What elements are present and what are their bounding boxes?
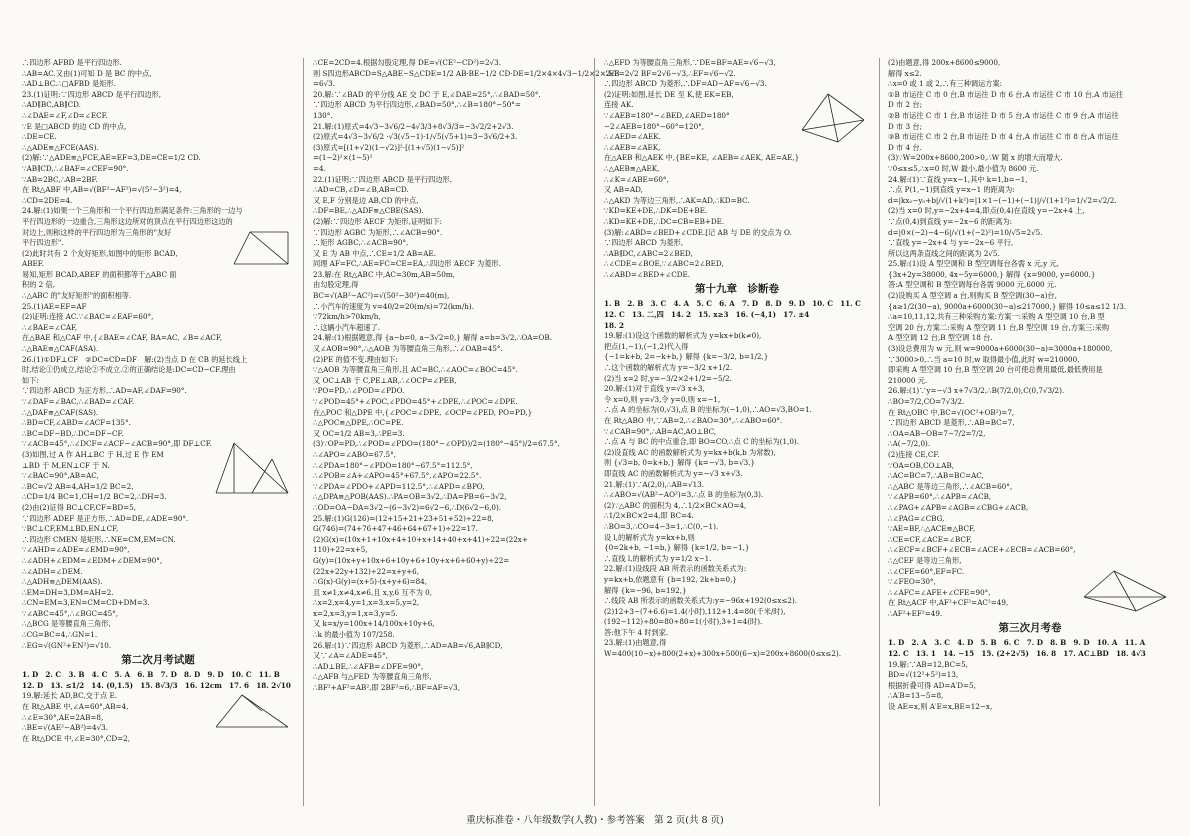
text-line: ∴四边形 CMEN 是矩形,∴NE=CM,EM=CN. <box>22 534 176 544</box>
text-line: ∴AD∥BC,AB∥CD. <box>22 100 81 110</box>
text-line: ∴小汽车的速度为 v=40/2=20(m/s)=72(km/h). <box>313 301 474 311</box>
text-line: ∵∠BAC=90°,AB=AC, <box>22 471 99 481</box>
text-line: (3)如图,过 A 作 AH⊥BC 于 H,过 E 作 EM <box>22 449 164 459</box>
text-line: ∵∠ABC=45°,∴∠BGC=45°, <box>22 608 119 618</box>
text-line: ∴G(x)·G(y)=(x+5)·(x+y+6)=84, <box>313 577 428 587</box>
answer-sheet-page <box>22 58 1172 806</box>
text-line: 即直线 AC 的函数解析式为 y=−√3 x+√3. <box>604 468 743 478</box>
text-line: (2)连接 CE,CF. <box>888 449 940 459</box>
text-line: ∵∠ACB=45°,∴∠DCF=∠ACF−∠ACB=90°,即 DF⊥CF. <box>22 439 212 449</box>
text-line: ∴AF²+EF²=49. <box>888 608 943 618</box>
text-line: ∵∠DAF=∠BAC,∴∠BAD=∠CAF. <box>22 397 135 406</box>
text-line: ∴OD=OA−DA=3√2−(6−3√2)=6√2−6,∴D(6√2−6,0). <box>313 502 502 512</box>
text-line: d=|0×(−2)−4−6|/√(1+(−2)²)=10/√5=2√5. <box>888 227 1043 237</box>
text-line: ∴CG=BC=4,∴GN=1. <box>22 630 98 640</box>
text-line: (2)当 x=0 时,y=−2x+4=4,即点(0,4)在直线 y=−2x+4 上, <box>888 206 1085 216</box>
text-line: 设 AE=x,则 A′E=x,BE=12−x, <box>888 702 993 712</box>
column-3-answer-key <box>604 299 870 331</box>
text-line: ABEF. <box>22 259 44 269</box>
text-line: ∴△ADE≌△FCE(AAS). <box>22 142 99 152</box>
text-line: ∵点(0,4)到直线 y=−2x−6 的距离为: <box>888 216 1013 226</box>
text-line: 解得 x≤2. <box>888 68 922 78</box>
figure-segment <box>242 695 262 711</box>
text-line: ∴BO=7/2,CO=7√3/2. <box>888 397 965 406</box>
text-line: ∴∠ABO=√(AB²−AO²)=3,∴点 B 的坐标为(0,3). <box>604 490 764 500</box>
text-line: ∵E 是□ABCD 的边 CD 的中点, <box>22 121 127 131</box>
text-line: ∴∠ADH=∠DEM. <box>22 566 83 576</box>
text-line: 210000 元. <box>888 375 928 385</box>
text-line: 解得 {k=−96, b=192,} <box>604 585 687 595</box>
text-line: ∵∠FEO=30°, <box>888 577 936 587</box>
text-line: 则 {√3=b, 0=k+b,} 解得 {k=−√3, b=√3,} <box>604 458 756 468</box>
text-line: ∴∠PDA=180°−∠PDO=180°−67.5°=112.5°, <box>313 460 473 470</box>
text-line: ∵PO=PD,∴∠POD=∠PDO. <box>313 386 405 396</box>
text-line: d=|kx₀−y₀+b|/√(1+k²)=|1×1−(−1)+(−1)|/√(1+1²)=1/√2=√2/2. <box>888 195 1117 205</box>
text-line: ∴点 A 与 BC 的中点重合,即 BO=CO,∴点 C 的坐标为(1,0). <box>604 437 799 447</box>
text-line: ③B 市运往 C 市 2 台,B 市运往 D 市 4 台,A 市运往 C 市 8 台,A 市运往 <box>888 132 1119 142</box>
text-line: 26.解:(1)∵y=−√3 x+7√3/2,∴B(7/2,0),C(0,7√3/2). <box>888 386 1065 396</box>
text-line: (3)原式=[(1+√2)(1−√2)]²·[(1+√5)(1−√5)]² <box>313 142 465 152</box>
figure-segment <box>828 94 838 142</box>
text-line: ∵四边形 ABCD 为正方形,∴AD=AF,∠DAF=90°. <box>22 386 187 396</box>
text-line: 对边上,则称这样的平行四边形为三角形的"友好 <box>22 227 172 237</box>
figure-segment <box>1114 571 1136 611</box>
text-line: =4. <box>313 163 326 173</box>
text-line: 在△BAE 和△CAF 中,{∠BAE=∠CAF, BA=AC, ∠B=∠ACF, <box>22 333 223 343</box>
figure-segment <box>252 459 272 493</box>
text-line: ∵72km/h>70km/h, <box>313 312 381 322</box>
text-line: 则 S四边形ABCD=S△ABE−S△CDE=1/2 AB·BE−1/2 CD·DE=1/2×4×4√3−1/2×2×2√3 <box>313 68 620 78</box>
text-line: (2)PE 的值不变.理由如下: <box>313 354 398 364</box>
text-line: (2)由题意,得 200x+8600≤9000, <box>888 58 1001 67</box>
text-line: ∴EM=DH=3,DM=AH=2. <box>22 587 114 597</box>
text-line: 平行四边形". <box>22 238 64 248</box>
answer-row: 12. C 13. 二,四 14. 2 15. x≥3 16. (−4,1) 17. ±4 <box>604 310 810 320</box>
answer-row: 12. C 13. 1 14. −15 15. (2+2√5) 16. 8 17. AC⊥BD 18. 4√3 <box>888 649 1146 659</box>
rhombus-coordinate-figure <box>1080 567 1170 615</box>
text-line: ∴这辆小汽车超速了. <box>313 322 380 332</box>
section-title-second-monthly-exam: 第二次月考试题 <box>121 654 195 667</box>
text-line: ∴∠CDE=∠BOE,∵∠ABC=2∠BED, <box>604 259 724 269</box>
text-line: (2)由(2)证得 BC⊥CF,CF=BD=5, <box>22 502 136 512</box>
text-line: ∴直线 l,的解析式为 y=1/2 x−1. <box>604 553 712 563</box>
square-triangle-figure <box>212 439 292 497</box>
text-line: =6√3. <box>313 79 336 89</box>
text-line: ∴DF=BE,∴△ADF≌△CBE(SAS). <box>313 206 424 216</box>
text-line: ∴四边形 ABCD 为菱形,∴DF=AD−AF=√6−√3. <box>604 79 767 89</box>
text-line: ∵直线 y=−2x+4 与 y=−2x−6 平行, <box>888 238 1014 248</box>
section-title-chapter-19-diagnostic: 第十九章 诊断卷 <box>695 283 779 296</box>
figure-segment <box>272 459 288 493</box>
text-line: 23.解:在 Rt△ABC 中,AC=30m,AB=50m, <box>313 269 455 279</box>
text-line: 21.解:(1)原式=4√3−3√6/2−4√3/3+8√3/3=−3√2/2+2√3. <box>313 121 514 131</box>
text-line: 同理 AF=FC,∴AE=FC=CE=EA,∴四边形 AECF 为菱形. <box>313 259 501 269</box>
text-line: 又∠AOB=90°,∴△AOB 为等腰直角三角形,∴∠OAB=45°. <box>313 344 503 354</box>
answer-row: 1. B 2. B 3. C 4. A 5. C 6. A 7. D 8. D 9. D 10. C 11. C <box>604 299 861 309</box>
text-line: (2)∵△ABC 的面积为 4,∴1/2×BC×AO=4, <box>604 500 747 510</box>
text-line: ∵AB∥CD,∴∠BAF=∠CEF=90°. <box>22 163 129 173</box>
text-line: ∴CE=2CD=4.根据勾股定理,得 DE=√(CE²−CD²)=2√3. <box>313 58 501 67</box>
text-line: 易知,矩形 BCAD,ABEF 的面积都等于△ABC 面 <box>22 269 177 279</box>
text-line: ∴线段 AB 所表示的函数关系式为:y=−96x+192(0≤x≤2). <box>604 596 798 606</box>
text-line: ∴∠AFC=∠AFE+∠CFE=90°, <box>888 587 991 597</box>
column-4-answer-key <box>888 638 1172 659</box>
text-line: 答:他下午 4 时到家. <box>604 627 669 637</box>
column-3-text-bottom <box>604 331 870 659</box>
text-line: ∴这个函数的解析式为 y=−3/2 x+1/2. <box>604 363 733 373</box>
text-line: 在 Rt△OBC 中,BC=√(OC²+OB²)=7, <box>888 407 1015 417</box>
text-line: ∵∠CAB=90°,∴AB=AC,AO⊥BC, <box>604 426 717 436</box>
text-line: ∴CD=2DE=4. <box>22 195 73 205</box>
text-line: ∴AC=BC=7,∴AB=BC=AC, <box>888 471 984 481</box>
text-line: ∴△ABC 的"友好矩形"的面积相等. <box>22 291 132 301</box>
text-line: ∴∠ABD=∠BED+∠CDE. <box>604 269 691 279</box>
text-line: ∵3000>0,∴当 a=10 时,w 取得最小值,此时 w=210000, <box>888 354 1080 364</box>
text-line: 根据折叠可得 AD=A′D=5, <box>888 680 976 690</box>
text-line: ∵四边形 ABCD 是菱形,∴AB=BC=7, <box>888 418 1015 428</box>
text-line: 21.解:(1)∵A(2,0),∴AB=√13. <box>604 479 705 489</box>
text-line: {−1=k+b, 2=−k+b,} 解得 {k=−3/2, b=1/2,} <box>604 352 769 362</box>
text-line: (22x+22y+132)÷22=x+y+6, <box>313 566 419 576</box>
text-line: ∴EF=2√2 BF=2√6−√3,∴EF=√6−√2. <box>604 68 736 78</box>
figure-segment <box>216 695 242 727</box>
text-line: ∴AB=AC.又由(1)可知 D 是 BC 的中点, <box>22 68 152 78</box>
text-line: (2)G(x)=(10x+1+10x+4+10+x+14+40+x+41)÷22=(22x+ <box>313 534 528 544</box>
figure-segment <box>1114 571 1166 597</box>
text-line: ∵四边形 ABCD 为菱形, <box>604 238 684 248</box>
text-line: G(746)=(74+76+47+46+64+67+1)÷22=17. <box>313 524 478 534</box>
column-4 <box>888 58 1172 806</box>
text-line: ∵AB=2BC,∴AB=2BF. <box>22 174 98 184</box>
figure-segment <box>802 130 838 142</box>
text-line: (2)设购买 A 型空调 a 台,则购买 B 型空调(30−a)台, <box>888 291 1057 301</box>
text-line: 24.解:(1)根据题意,得 {a−b=0, a−3√2=0,} 解得 a=b=3√2,∴OA=OB. <box>313 333 552 343</box>
text-line: ∴△BAE≌△CAF(ASA). <box>22 344 99 354</box>
text-line: (2)证明:如图,延长 DE 至 K,使 EK=EB, <box>604 89 734 99</box>
text-line: D 市 4 台. <box>888 142 922 152</box>
column-4-text-top <box>888 58 1172 619</box>
text-line: 24.解:(1)如果一个三角形和一个平行四边形满足条件:三角形的一边与 <box>22 206 243 216</box>
text-line: ∴∠E=30°,AE=2AB=8, <box>22 712 104 722</box>
text-line: ∴∠PAG+∠APB=∠AGB=∠CBG+∠ACB, <box>888 502 1029 512</box>
text-line: (2)此时共有 2 个友好矩形,如图中的矩形 BCAD, <box>22 248 178 258</box>
text-line: ∵四边形 ABCD 为平行四边形,∠BAD=50°,∴∠B=180°−50°= <box>313 100 521 110</box>
text-line: 22.(1)证明:∵四边形 ABCD 是平行四边形, <box>313 174 453 184</box>
text-line: ∴CN=EM=3,EN=CM=CD+DM=3. <box>22 598 150 608</box>
text-line: 在 Rt△ABE 中,∠A=60°,AB=4, <box>22 702 129 712</box>
column-3 <box>604 58 870 806</box>
text-line: ∴CD=1/4 BC=1,CH=1/2 BC=2,∴DH=3. <box>22 492 167 502</box>
text-line: ∵BC⊥CF,EM⊥BD,EN⊥CF, <box>22 524 119 534</box>
text-line: 25.(1)AE=EF=AF <box>22 301 87 311</box>
figure-segment <box>234 232 250 264</box>
text-line: ∴△POC≌△DPE,∴OC=PE. <box>313 418 404 428</box>
text-line: ∴∠PAG=∠CBG, <box>888 513 945 523</box>
figure-segment <box>1084 571 1114 597</box>
text-line: 26.(1)①DF⊥CF ②DC=CD=DF 解:(2)当点 D 在 CB 的延长线上 <box>22 354 248 364</box>
text-line: ∴BF²+AF²=AB²,即 2BF²=6,∴BF=AF=√3, <box>313 683 461 693</box>
text-line: 答:A 型空调和 B 型空调每台各需 9000 元,6000 元. <box>888 280 1057 290</box>
text-line: ∵KD=KE+DE,∴DK=DE+BE. <box>604 206 708 216</box>
text-line: {3x+2y=38000, 4x−5y=6000,} 解得 {x=9000, y=6000.} <box>888 269 1096 279</box>
text-line: 25.解:(1)G(126)=(12+15+21+23+51+52)÷22=8, <box>313 513 494 523</box>
text-line: 又 AB=AD, <box>604 185 643 195</box>
text-line: 在 Rt△ACF 中,AF²+CF²=AC²=49, <box>888 598 1009 608</box>
text-line: 且 x≠1,x≠4,x≠6,且 x,y,6 互不为 0, <box>313 587 433 597</box>
text-line: ∴OA=AB−OB=7−7/2=7/2, <box>888 428 986 438</box>
text-line: ∴△AFB 与△FED 为等腰直角三角形, <box>313 672 432 682</box>
text-line: ∴∠AEB=∠AEK, <box>604 142 661 152</box>
text-line: ∴点 A 的坐标为(0,√3),点 B 的坐标为(−1,0),∴AO=√3,BO=1. <box>604 405 812 415</box>
text-line: (3)设总费用为 w 元,则 w=9000a+6000(30−a)=3000a+180000, <box>888 344 1113 354</box>
text-line: ∴△BCG 是等腰直角三角形, <box>22 619 111 629</box>
text-line: ∵四边形 AGBC 为矩形,∴∠ACB=90°. <box>313 227 443 237</box>
text-line: 空调 20 台,方案二:采购 A 型空调 11 台,B 型空调 19 台,方案三:采购 <box>888 322 1110 332</box>
text-line: 24.解:(1)∵直线 y=x−1,其中 k=1,b=−1, <box>888 174 1028 184</box>
column-1-text-bottom <box>22 691 294 744</box>
text-line: ∴∠K=∠ABE=60°, <box>604 174 669 184</box>
figure-segment <box>1084 597 1136 611</box>
text-line: ∴∠AED=∠AEK. <box>604 132 661 142</box>
text-line: BC=√(AB²−AC²)=√(50²−30²)=40(m), <box>313 291 450 301</box>
text-line: 时,结论①仍成立,结论②不成立.②的正确结论是:DC=CD−CF.理由 <box>22 365 236 375</box>
text-line: ∴DE=CE. <box>22 132 57 142</box>
text-line: 在 Rt△ABO 中,∵AB=2,∴∠BAO=30°,∴∠ABO=60°. <box>604 416 783 425</box>
text-line: ∴∠CFE=60°,EF=FC. <box>888 566 965 576</box>
text-line: (192−112)÷80=80÷80=1(小时),3+1=4(时). <box>604 617 763 627</box>
text-line: ∴△AEB≌△AEK, <box>604 163 660 173</box>
rhombus-figure <box>798 90 868 146</box>
section-title-third-monthly-exam: 第三次月考卷 <box>998 622 1062 635</box>
text-line: ∵∠AEB=180°−∠BED,∠AED=180° <box>604 110 730 120</box>
column-3-text-top <box>604 58 870 280</box>
text-line: ∴△CEF 是等边三角形, <box>888 555 962 565</box>
text-line: ∴BE=√(AE²−AB²)=4√3. <box>22 723 109 733</box>
text-line: ∴AD⊥BE,∴∠AFB=∠DFE=90°, <box>313 661 424 671</box>
text-line: ∴∠APO=∠ABO=67.5°, <box>313 449 396 459</box>
text-line: 又∵∠A=∠ADE=45°, <box>313 651 388 661</box>
text-line: 20.解:(1)对于直线 y=√3 x+3, <box>604 384 705 394</box>
column-1 <box>22 58 294 806</box>
text-line: ②B 市运往 C 市 1 台,B 市运往 D 市 5 台,A 市运往 C 市 9 台,A 市运往 <box>888 110 1119 120</box>
text-line: ∵△AOB 为等腰直角三角形,且 AC=BC,∴∠AOC=∠BOC=45°. <box>313 365 518 375</box>
text-line: 如下: <box>22 375 39 385</box>
text-line: ∴BD=CF,∠ABD=∠ACF=135°. <box>22 418 131 428</box>
text-line: y=kx+b,依题意有 {b=192, 2k+b=0,} <box>604 574 737 584</box>
text-line: 即采购 A 型空调 10 台,B 型空调 20 台可使总费用最低,最低费用是 <box>888 365 1103 375</box>
text-line: BD=√(12²+5²)=13, <box>888 670 959 680</box>
friendly-rectangle-figure <box>230 228 292 268</box>
figure-segment <box>250 232 288 264</box>
text-line: D 市 3 台; <box>888 121 922 131</box>
text-line: ∴△ADH≌△DEM(AAS). <box>22 577 103 587</box>
text-line: (2)解:∵△ADE≌△FCE,AE=EF=3,DE=CE=1/2 CD. <box>22 153 201 163</box>
text-line: 又 E,F 分别是边 AB,CD 的中点, <box>313 195 419 205</box>
text-line: G(y)=(10x+y+10x+6+10y+6+10y+x+6+60+y)÷22= <box>313 555 510 565</box>
text-line: ∴点 P(1,−1)到直线 y=x−1 的距离为: <box>888 185 1015 195</box>
text-line: ∴a=10,11,12,共有三种采购方案:方案一:采购 A 型空调 10 台,B 型 <box>888 312 1105 322</box>
text-line: (2)12+3−(7+6.6)=1.4(小时),112+1.4=80(千米/时), <box>604 606 786 616</box>
text-line: 25.解:(1)设 A 型空调和 B 型空调每台各需 x 元,y 元, <box>888 259 1059 269</box>
text-line: 110)÷22=x+5, <box>313 545 368 555</box>
text-line: ∴BO=3,∴CO=4−3=1,∴C(0,−1). <box>604 521 719 531</box>
text-line: ∴BC=√2 AB=4,AH=1/2 BC=2, <box>22 481 134 491</box>
text-line: ⊥BD 于 M,EN⊥CF 于 N. <box>22 460 110 470</box>
text-line: ∵∠AHD=∠ADE=∠EMD=90°, <box>22 545 130 555</box>
text-line: ∴△AKD 为等边三角形,∴AK=AD,∴KD=BC. <box>604 195 750 205</box>
text-line: ∴△DPA≌△POB(AAS).∴PA=OB=3√2,∴DA=PB=6−3√2, <box>313 492 507 502</box>
text-line: 19.解:延长 AD,BC,交于点 E. <box>22 691 118 701</box>
text-line: 20.解:∵∠BAD 的平分线 AE 交 DC 于 E,∠DAE=25°,∴∠BAD=50°. <box>313 89 541 99</box>
text-line: 把点(1,−1),(−1,2)代入得 <box>604 341 689 351</box>
text-line: 平行四边形的一边重合,三角形这边所对的顶点在平行四边形这边的 <box>22 216 233 226</box>
column-4-text-bottom <box>888 660 1172 713</box>
text-line: 19.解:∵AB=12,BC=5, <box>888 659 968 669</box>
answer-row: 18. 2 <box>604 320 625 330</box>
text-line: ∴A′B=13−5=8, <box>888 691 944 701</box>
text-line: =(1−2)²×(1−5)² <box>313 153 373 163</box>
quadrilateral-figure <box>212 691 292 731</box>
text-line: 令 x=0,则 y=√3,令 y=0,则 x=−1, <box>604 394 721 404</box>
text-line: ∵AE=BF,∴△ACE≌△BCF, <box>888 524 976 534</box>
figure-segment <box>242 695 288 727</box>
text-line: ∴AD=CB,∠D=∠B,AB=CD. <box>313 185 409 195</box>
text-line: 22.解:(1)设线段 AB 所表示的函数关系式为: <box>604 564 747 574</box>
text-line: ∵OA=OB,CO⊥AB, <box>888 460 955 470</box>
text-line: ∴x=0 或 1 或 2,∴有三种调运方案: <box>888 79 1003 89</box>
text-line: ∴AB∥DC,∠ABC=2∠BED, <box>604 248 693 258</box>
text-line: ∴∠DAE=∠F,∠D=∠ECF. <box>22 110 108 120</box>
figure-segment <box>828 94 864 120</box>
text-line: 又 k=x/y=100x+14/100x+10y+6, <box>313 619 435 629</box>
text-line: 又 OC⊥AB 于 C,PE⊥AB,∴∠OCP=∠PEB, <box>313 375 457 385</box>
figure-segment <box>234 443 288 493</box>
page-footer: 重庆标准卷・八年级数学(人教)・参考答案 第 2 页(共 8 页) <box>466 815 724 826</box>
text-line: ∴k 的最小值为 107/258. <box>313 630 395 640</box>
text-line: 在△AEB 和△AEK 中,{BE=KE, ∠AEB=∠AEK, AE=AE,} <box>604 153 800 163</box>
text-line: 设 l,的解析式为 y=kx+b,则 <box>604 532 695 542</box>
text-line: ∴AD⊥BC.∴□AFBD 是矩形. <box>22 79 116 89</box>
text-line: 130°. <box>313 110 333 120</box>
text-line: (2)证明:连接 AC.∵∠BAC=∠EAF=60°, <box>22 312 154 322</box>
text-line: 由勾股定理,得 <box>313 280 359 290</box>
text-line: ∴KD=KE+DE,∴DC=CB=EB+DE. <box>604 216 725 226</box>
text-line: ∴△DAF≌△CAF(SAS). <box>22 407 99 417</box>
figure-segment <box>1136 597 1166 611</box>
text-line: {a≥1/2(30−a), 9000a+6000(30−a)≤217000,} 解得 10≤a≤12 1/3. <box>888 301 1127 311</box>
text-line: ①B 市运往 C 市 0 台,B 市运往 D 市 6 台,A 市运往 C 市 10 台,A 市运往 <box>888 89 1124 99</box>
text-line: ∵∠PDA=∠PDO+∠APD=112.5°,∴∠APD=∠BPO, <box>313 481 485 491</box>
text-line: (3)∵W=200x+8600,200>0,∴W 随 x 的增大而增大. <box>888 153 1063 163</box>
text-line: 在 Rt△ABF 中,AB=√(BF²−AF²)=√(5²−3²)=4, <box>22 185 182 195</box>
text-line: ∴△ABC 是等边三角形,∴∠ACB=60°, <box>888 481 1013 491</box>
figure-segment <box>216 443 234 493</box>
text-line: (3)∵OP=PD,∴∠POD=∠PDO=(180°−∠OPD)/2=(180°−45°)/2=67.5°, <box>313 439 560 449</box>
text-line: ∴四边形 AFBD 是平行四边形. <box>22 58 122 67</box>
text-line: ∴∠ECF=∠BCF+∠ECB=∠ACE+∠ECB=∠ACB=60°, <box>888 545 1076 555</box>
answer-row: 12. D 13. ≤1/2 14. (0,1.5) 15. 8√3/3 16. 12cm 17. 6 18. 2√10 <box>22 680 291 690</box>
text-line: (2)解:∵四边形 AECF 为矩形,证明如下: <box>313 216 443 226</box>
text-line: −2∠AEB=180°−60°=120°, <box>604 121 705 131</box>
text-line: 连接 AK. <box>604 100 634 110</box>
text-line: 所以这两条直线之间的距离为 2√5. <box>888 248 1000 258</box>
answer-row: 1. D 2. A 3. C 4. D 5. B 6. C 7. D 8. B 9. D 10. A 11. A <box>888 638 1146 648</box>
text-line: {0=2k+b, −1=b,} 解得 {k=1/2, b=−1,} <box>604 543 750 553</box>
text-line: ∴∠BAE=∠CAF, <box>22 322 78 332</box>
text-line: A 型空调 12 台,B 型空调 18 台. <box>888 333 993 343</box>
text-line: ∴∠ADH+∠EDM=∠EDM+∠DEM=90°, <box>22 555 163 565</box>
text-line: ∵四边形 ADEF 是正方形,∴AD=DE,∠ADE=90°. <box>22 513 189 523</box>
text-line: 在 Rt△DCE 中,∠E=30°,CD=2, <box>22 733 131 743</box>
text-line: 又 OC=1/2 AB=3,∴PE=3. <box>313 428 405 438</box>
text-line: ∴x=2,x=4,y=1,x=3,x=5,y=2, <box>313 598 420 608</box>
text-line: ∴EG=√(GN²+EN²)=√10. <box>22 640 112 650</box>
text-line: D 市 2 台; <box>888 100 922 110</box>
text-line: ∴∠POB=∠A+∠APO=45°+67.5°,∠APO=22.5°. <box>313 471 482 481</box>
answer-row: 1. D 2. C 3. B 4. C 5. A 6. B 7. D 8. D 9. D 10. C 11. B <box>22 670 280 680</box>
text-line: (3)解:∠ABD=∠BED+∠CDE.[记 AB 与 DE 的交点为 O. <box>604 227 792 237</box>
text-line: ∵∠POD=45°+∠POC,∠PDO=45°+∠DPE,∴∠POC=∠DPE. <box>313 397 518 406</box>
text-line: 26.解:(1)∵四边形 ABCD 为菱形,∴AD=AB=√6,AB∥CD, <box>313 640 503 650</box>
text-line: 23.(1)证明:∵四边形 ABCD 是平行四边形, <box>22 89 162 99</box>
text-line: ∵∠APB=60°,∴∠APB=∠ACB, <box>888 492 992 502</box>
figure-segment <box>802 120 864 130</box>
text-line: ∴△EFD 为等腰直角三角形,∵DE=BF=AE=√6−√3, <box>604 58 776 67</box>
text-line: 19.解:(1)设这个函数的解析式为 y=kx+b(k≠0), <box>604 331 762 341</box>
text-line: (2)设直线 AC 的函数解析式为 y=kx+b(k,b 为常数), <box>604 447 776 457</box>
text-line: ∴BC=DF−BD,∴DC=DF−CF. <box>22 428 124 438</box>
column-1-answer-key <box>22 670 294 691</box>
text-line: (2)原式=4√3−3√6/2 ·√3(√5−1)·1/√5(√5+1)=3−3√6/2+3. <box>313 132 518 142</box>
text-line: 积的 2 倍, <box>22 280 55 290</box>
text-line: ∴矩形 AGBC,∴∠ACB=90°, <box>313 238 409 248</box>
text-line: (2)当 x=2 时,y=−3/2×2+1/2=−5/2. <box>604 373 732 383</box>
text-line: ∴A(−7/2,0). <box>888 439 931 449</box>
text-line: W=400(10−x)+800(2+x)+300x+500(6−x)=200x+8600(0≤x≤2). <box>604 649 841 659</box>
text-line: 又 E 为 AB 中点,∴CE=1/2 AB=AE. <box>313 248 436 258</box>
text-line: ∵0≤x≤5,∴x=0 时,W 最小,最小值为 8600 元. <box>888 163 1039 173</box>
column-1-text-top <box>22 58 294 651</box>
text-line: 在△POC 和△DPE 中,{∠POC=∠DPE, ∠OCP=∠PED, PO=PD,} <box>313 407 533 417</box>
text-line: x=2,x=3,y=1,x=3,y=5. <box>313 608 398 618</box>
text-line: ∴CE=CF,∠ACE=∠BCF, <box>888 534 973 544</box>
figure-segment <box>802 94 828 130</box>
text-line: 23.解:(1)由题意,得 <box>604 638 667 648</box>
text-line: ∴1/2×BC×2=4,即 BC=4. <box>604 511 694 521</box>
